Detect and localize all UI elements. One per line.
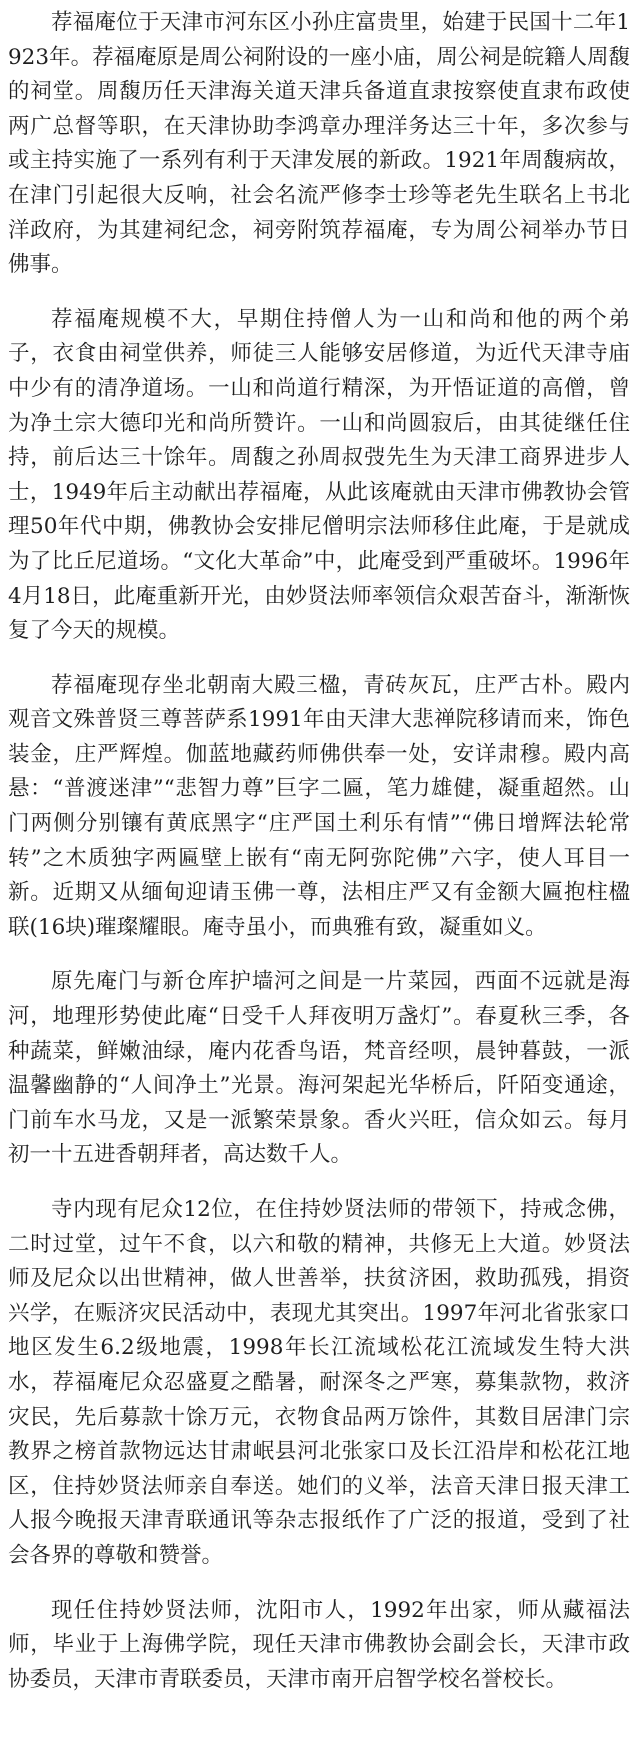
paragraph-monks: 荐福庵规模不大，早期住持僧人为一山和尚和他的两个弟子，衣食由祠堂供养，师徒三人能够安居修道，为近代天津寺庙中少有的清净道场。一山和尚道行精深，为开悟证道的高僧，曾为净土宗大德印光和尚所赞许。一山和尚圆寂后，由其徒继任住持，前后达三十馀年。周馥之孙周叔弢先生为天津工商界进步人士，1949年后主动献出荐福庵，从此该庵就由天津市佛教协会管理50年代中期，佛教协会安排尼僧明宗法师移住此庵，于是就成为了比丘尼道场。“文化大革命”中，此庵受到严重破坏。1996年4月18日，此庵重新开光，由妙贤法师率领信众艰苦奋斗，渐渐恢复了今天的规模。 (8, 306, 630, 644)
paragraph-abbess: 现任住持妙贤法师，沈阳市人，1992年出家，师从藏福法师，毕业于上海佛学院，现任天津市佛教协会副会长，天津市政协委员，天津市青联委员，天津市南开启智学校名誉校长。 (8, 1597, 630, 1692)
paragraph-history: 荐福庵位于天津市河东区小孙庄富贵里，始建于民国十二年1923年。荐福庵原是周公祠附设的一座小庙，周公祠是皖籍人周馥的祠堂。周馥历任天津海关道天津兵备道直隶按察使直隶布政使两广总督等职，在天津协助李鸿章办理洋务达三十年，多次参与或主持实施了一系列有利于天津发展的新政。1921年周馥病故，在津门引起很大反响，社会名流严修李士珍等老先生联名上书北洋政府，为其建祠纪念，祠旁附筑荐福庵，专为周公祠举办节日佛事。 (8, 10, 630, 278)
paragraph-charity: 寺内现有尼众12位，在住持妙贤法师的带领下，持戒念佛，二时过堂，过午不食，以六和敬的精神，共修无上大道。妙贤法师及尼众以出世精神，做人世善举，扶贫济困，救助孤残，捐资兴学，在赈济灾民活动中，表现尤其突出。1997年河北省张家口地区发生6.2级地震，1998年长江流域松花江流域发生特大洪水，荐福庵尼众忍盛夏之酷暑，耐深冬之严寒，募集款物，救济灾民，先后募款十馀万元，衣物食品两万馀件，其数目居津门宗教界之榜首款物远达甘肃岷县河北张家口及长江沿岸和松花江地区，住持妙贤法师亲自奉送。她们的义举，法音天津日报天津工人报今晚报天津青联通讯等杂志报纸作了广泛的报道，受到了社会各界的尊敬和赞誉。 (8, 1197, 630, 1568)
paragraph-main-hall: 荐福庵现存坐北朝南大殿三楹，青砖灰瓦，庄严古朴。殿内观音文殊普贤三尊菩萨系1991年由天津大悲禅院移请而来，饰色装金，庄严辉煌。伽蓝地藏药师佛供奉一处，安详肃穆。殿内高悬：“普渡迷津”“悲智力尊”巨字二匾，笔力雄健，凝重超然。山门两侧分别镶有黄底黑字“庄严国土利乐有情”“佛日增辉法轮常转”之木质独字两匾壁上嵌有“南无阿弥陀佛”六字，使人耳目一新。近期又从缅甸迎请玉佛一尊，法相庄严又有金额大匾抱柱楹联(16块)璀璨耀眼。庵寺虽小，而典雅有致，凝重如义。 (8, 672, 630, 940)
paragraph-surroundings: 原先庵门与新仓库护墙河之间是一片菜园，西面不远就是海河，地理形势使此庵“日受千人拜夜明万盏灯”。春夏秋三季，各种蔬菜，鲜嫩油绿，庵内花香鸟语，梵音经呗，晨钟暮鼓，一派温馨幽静的“人间净土”光景。海河架起光华桥后，阡陌变通途，门前车水马龙，又是一派繁荣景象。香火兴旺，信众如云。每月初一十五进香朝拜者，高达数千人。 (8, 969, 630, 1168)
